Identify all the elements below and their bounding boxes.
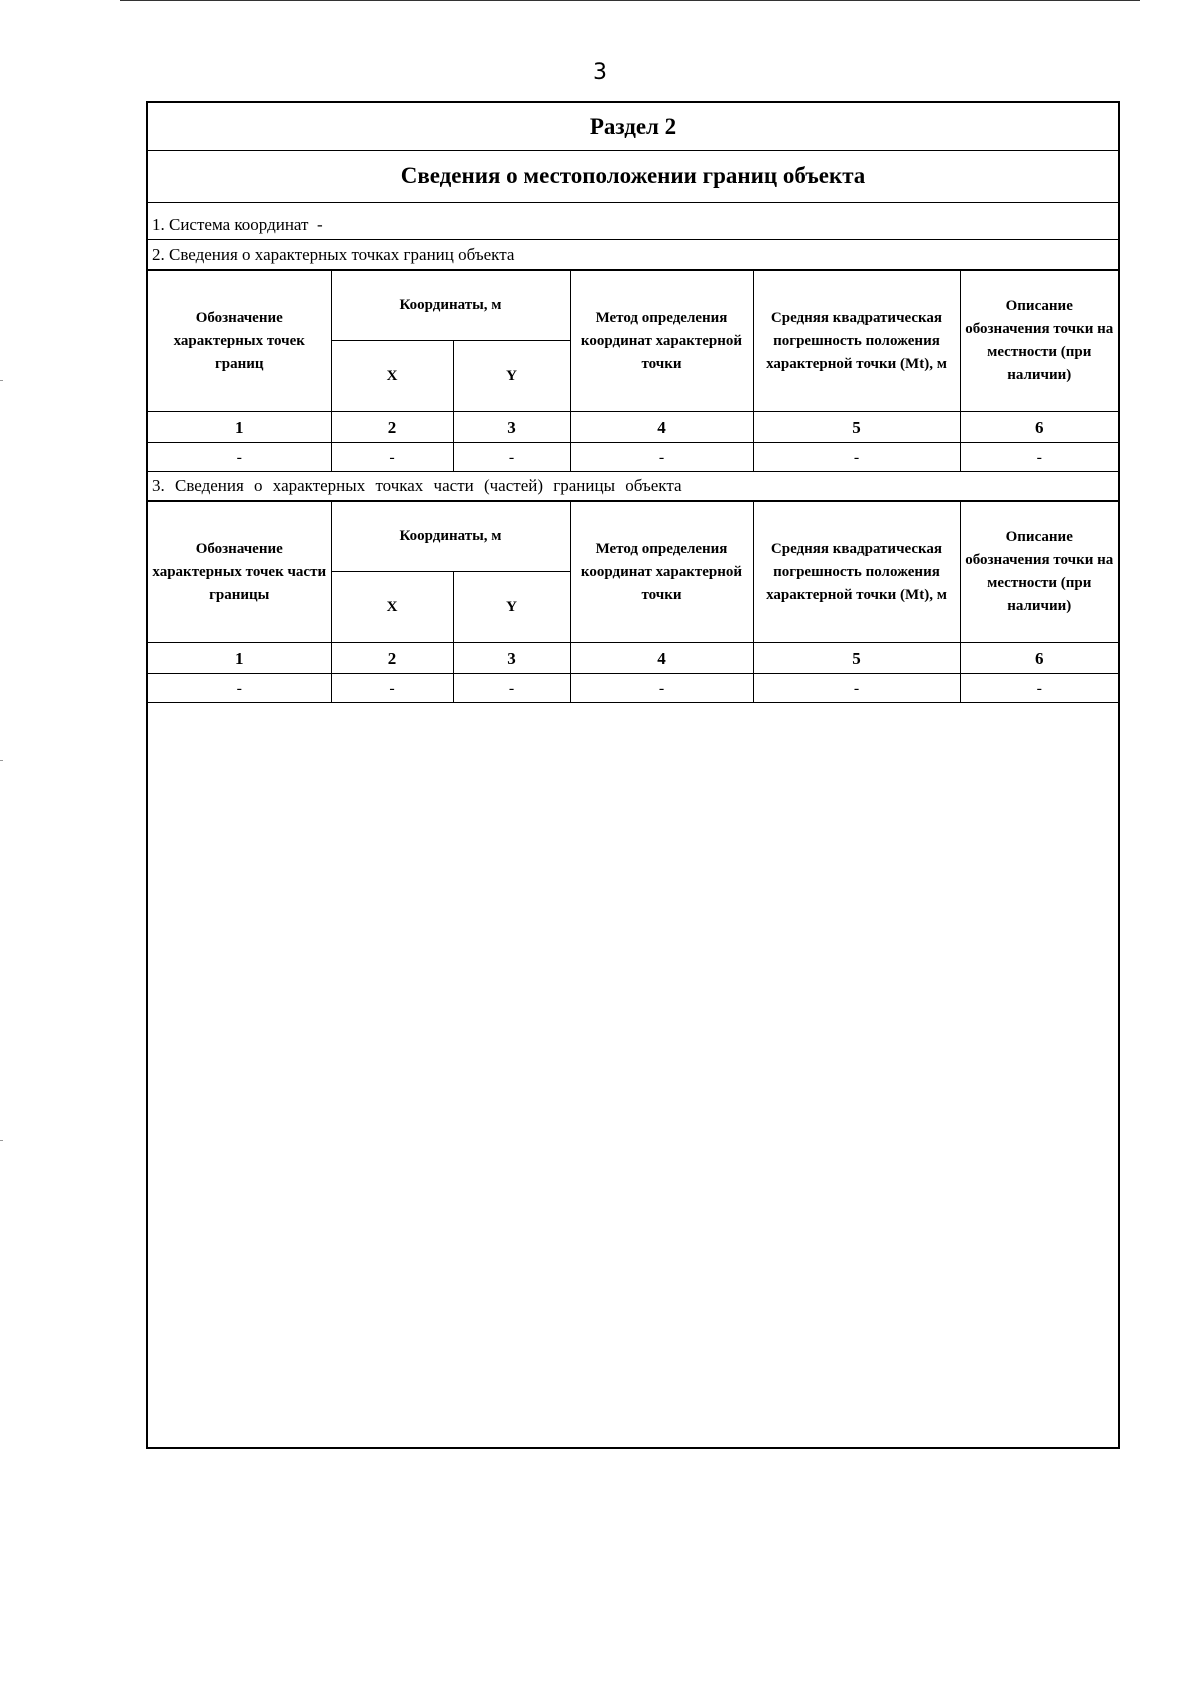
table-cell: - [960,674,1118,703]
table-cell: - [753,674,960,703]
coordinate-system-value: - [316,215,323,234]
column-number: 4 [570,412,753,443]
scan-margin-mark [0,760,3,761]
column-number-row [148,412,1118,443]
header-description: Описание обозначения точки на местности (при наличии) [960,502,1118,643]
header-designation: Обозначение характерных точек границ [148,271,331,412]
scan-edge-line [120,0,1140,1]
part-boundary-points-label: 3. Сведения о характерных точках части (частей) границы объекта [148,471,1118,501]
column-number: 5 [753,412,960,443]
column-number: 1 [148,643,331,674]
scan-margin-mark [0,380,3,381]
scan-margin-mark [0,1140,3,1141]
column-number: 3 [453,412,570,443]
table-row [148,674,1118,703]
column-number: 6 [960,643,1118,674]
boundary-points-label: 2. Сведения о характерных точках границ объекта [148,240,1118,270]
header-coordinates: Координаты, м [331,271,570,341]
header-error: Средняя квадратическая погрешность положения характерной точки (Mt), м [753,502,960,643]
table-cell: - [753,443,960,472]
section-subtitle: Сведения о местоположении границ объекта [148,150,1118,203]
table-cell: - [331,443,453,472]
column-number: 1 [148,412,331,443]
section-title: Раздел 2 [148,103,1118,151]
section-frame [146,101,1120,1449]
boundary-points-table [148,270,1118,472]
table-cell: - [331,674,453,703]
table-cell: - [570,443,753,472]
header-designation: Обозначение характерных точек части границы [148,502,331,643]
column-number: 4 [570,643,753,674]
table-row [148,443,1118,472]
column-number: 3 [453,643,570,674]
column-number: 6 [960,412,1118,443]
header-coordinates: Координаты, м [331,502,570,572]
table-cell: - [453,674,570,703]
column-number: 2 [331,643,453,674]
page-number: 3 [593,60,607,85]
header-y: Y [453,572,570,643]
column-number-row [148,643,1118,674]
table-cell: - [960,443,1118,472]
table-cell: - [148,674,331,703]
table-cell: - [453,443,570,472]
table-header-row [148,502,1118,572]
column-number: 2 [331,412,453,443]
column-number: 5 [753,643,960,674]
coordinate-system-label: 1. Система координат [152,215,309,234]
header-x: X [331,572,453,643]
part-boundary-points-table [148,501,1118,703]
table-cell: - [570,674,753,703]
table-cell: - [148,443,331,472]
table-header-row [148,271,1118,341]
coordinate-system-row [148,202,1118,240]
header-y: Y [453,341,570,412]
header-description: Описание обозначения точки на местности (при наличии) [960,271,1118,412]
header-x: X [331,341,453,412]
header-method: Метод определения координат характерной точки [570,502,753,643]
header-error: Средняя квадратическая погрешность положения характерной точки (Mt), м [753,271,960,412]
header-method: Метод определения координат характерной точки [570,271,753,412]
